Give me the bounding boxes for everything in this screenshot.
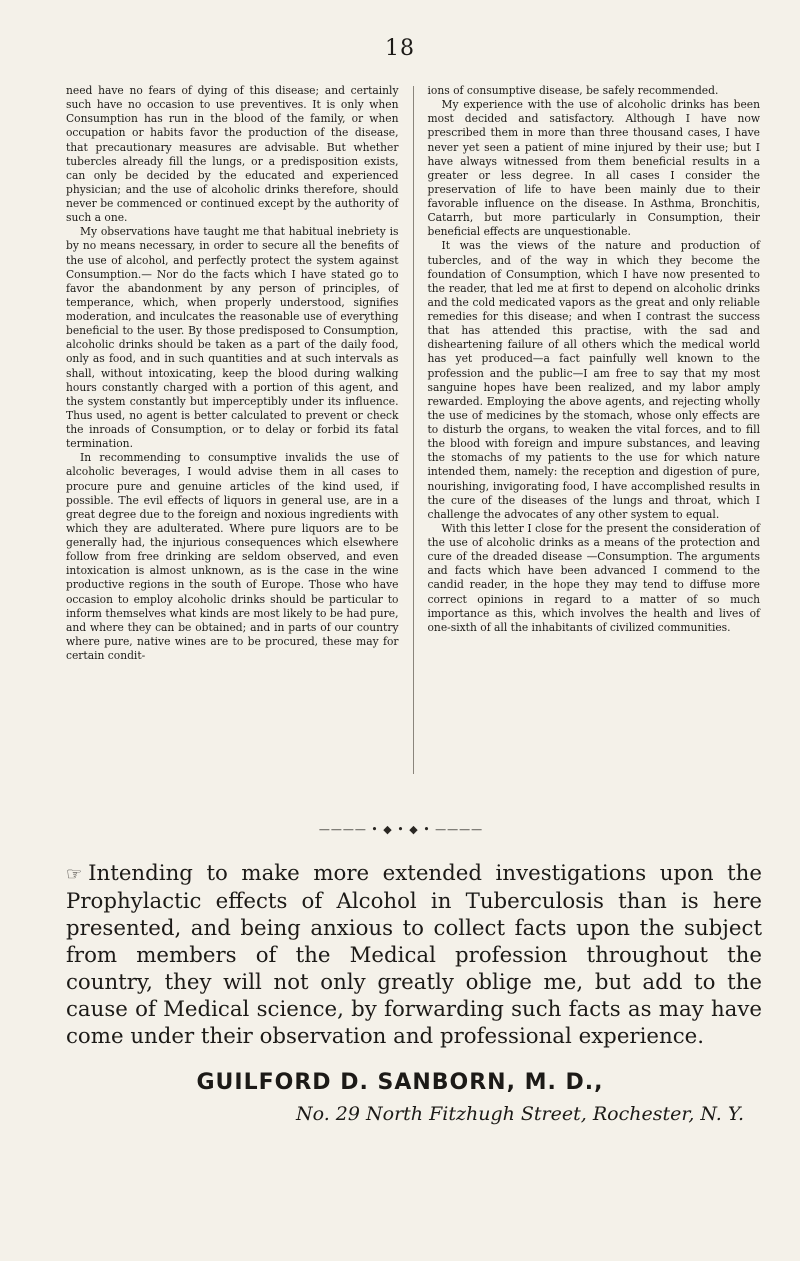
ornamental-divider: ———— • ◆ • ◆ • ————: [318, 823, 484, 836]
paragraph: With this letter I close for the present the consideration of the use of alcoholic drinks as a means of the protection and cure of the dreaded disease —Consumption. The arguments and facts which have been advanced I commend to the candid reader, in the hope they may tend to diffuse more correct opinions in regard to a matter of so much importance as this, which involves the health and lives of one-sixth of all the inhabitants of civilized communities.: [427, 521, 760, 634]
column-divider: [413, 86, 414, 774]
two-column-text: [66, 84, 760, 774]
left-column: [66, 84, 399, 774]
paragraph: ions of consumptive disease, be safely recommended.: [427, 84, 719, 97]
paragraph: My experience with the use of alcoholic drinks has been most decided and satisfactory. Although I have now prescribed them in more than three thousand cases, I have never yet seen a patient of mine injured by their use; but I have always witnessed from them beneficial results in a greater or less degree. In all cases I consider the preservation of life to have been mainly due to their favorable influence on the disease. In Asthma, Bronchitis, Catarrh, but more particularly in Consumption, their beneficial effects are unquestionable.: [427, 98, 760, 239]
paragraph: In recommending to consumptive invalids the use of alcoholic beverages, I would advise them in all cases to procure pure and genuine articles of the kind used, if possible. The evil effects of liquors in general use, are in a great degree due to the foreign and noxious ingredients with which they are adulterated. Where pure liquors are to be generally had, the injurious consequences which elsewhere follow from free drinking are seldom observed, and even intoxication is almost unknown, as is the case in the wine productive regions in the south of Europe. Those who have occasion to employ alcoholic drinks should be particular to inform themselves what kinds are most likely to be had pure, and where they can be obtained; and in parts of our country where pure, native wines are to be procured, these may for certain condit-: [66, 451, 399, 662]
page-number: 18: [385, 36, 415, 61]
author-address: No. 29 North Fitzhugh Street, Rochester, N. Y.: [295, 1103, 745, 1125]
author-name: GUILFORD D. SANBORN, M. D.,: [196, 1070, 604, 1095]
paragraph: It was the views of the nature and production of tubercles, and of the way in which they become the foundation of Consumption, which I have now presented to the reader, that led me at first to depend on alcoholic drinks and the cold medicated vapors as the great and only reliable remedies for this disease; and when I contrast the success that has attended this practise, with the sad and disheartening failure of all others which the medical world has yet produced—a fact painfully well known to the profession and the public—I am free to say that my most sanguine hopes have been realized, and my labor amply rewarded. Employing the above agents, and rejecting wholly the use of medicines by the stomach, whose only effects are to disturb the organs, to weaken the vital forces, and to fill the blood with foreign and impure substances, and leaving the stomachs of my patients to the use for which nature intended them, namely: the reception and digestion of pure, nourishing, invigorating food, I have accomplished results in the cure of the diseases of the lungs and throat, which I challenge the advocates of any other system to equal.: [427, 239, 760, 521]
pointing-hand-icon: ☞: [66, 864, 83, 885]
notice-paragraph: [66, 860, 762, 1050]
paragraph: My observations have taught me that habitual inebriety is by no means necessary, in order to secure all the benefits of the use of alcohol, and perfectly protect the system against Consumption.— Nor do the facts which I have stated go to favor the abandonment by any person of principles, of temperance, which, when properly understood, signifies moderation, and inculcates the reasonable use of everything beneficial to the user. By those predisposed to Consumption, alcoholic drinks should be taken as a part of the daily food, only as food, and in such quantities and at such intervals as shall, without intoxicating, keep the blood during walking hours constantly charged with a portion of this agent, and the system constantly but imperceptibly under its influence. Thus used, no agent is better calculated to prevent or check the inroads of Consumption, or to delay or forbid its fatal termination.: [66, 225, 399, 451]
paragraph: need have no fears of dying of this disease; and certainly such have no occasion to use preventives. It is only when Consumption has run in the blood of the family, or when occupation or habits favor the production of the disease, that precautionary measures are advisable. But whether tubercles already fill the lungs, or a predisposition exists, can only be decided by the educated and experienced physician; and the use of alcoholic drinks therefore, should never be commenced or continued except by the authority of such a one.: [66, 84, 399, 225]
right-column: [428, 84, 761, 774]
notice-text: Intending to make more extended investigations upon the Prophylactic effects of Alcohol in Tuberculosis than is here presented, and being anxious to collect facts upon the subject from members of the Medical profession throughout the country, they will not only greatly oblige me, but add to the cause of Medical science, by forwarding such facts as may have come under their observation and professional experience.: [66, 861, 762, 1049]
